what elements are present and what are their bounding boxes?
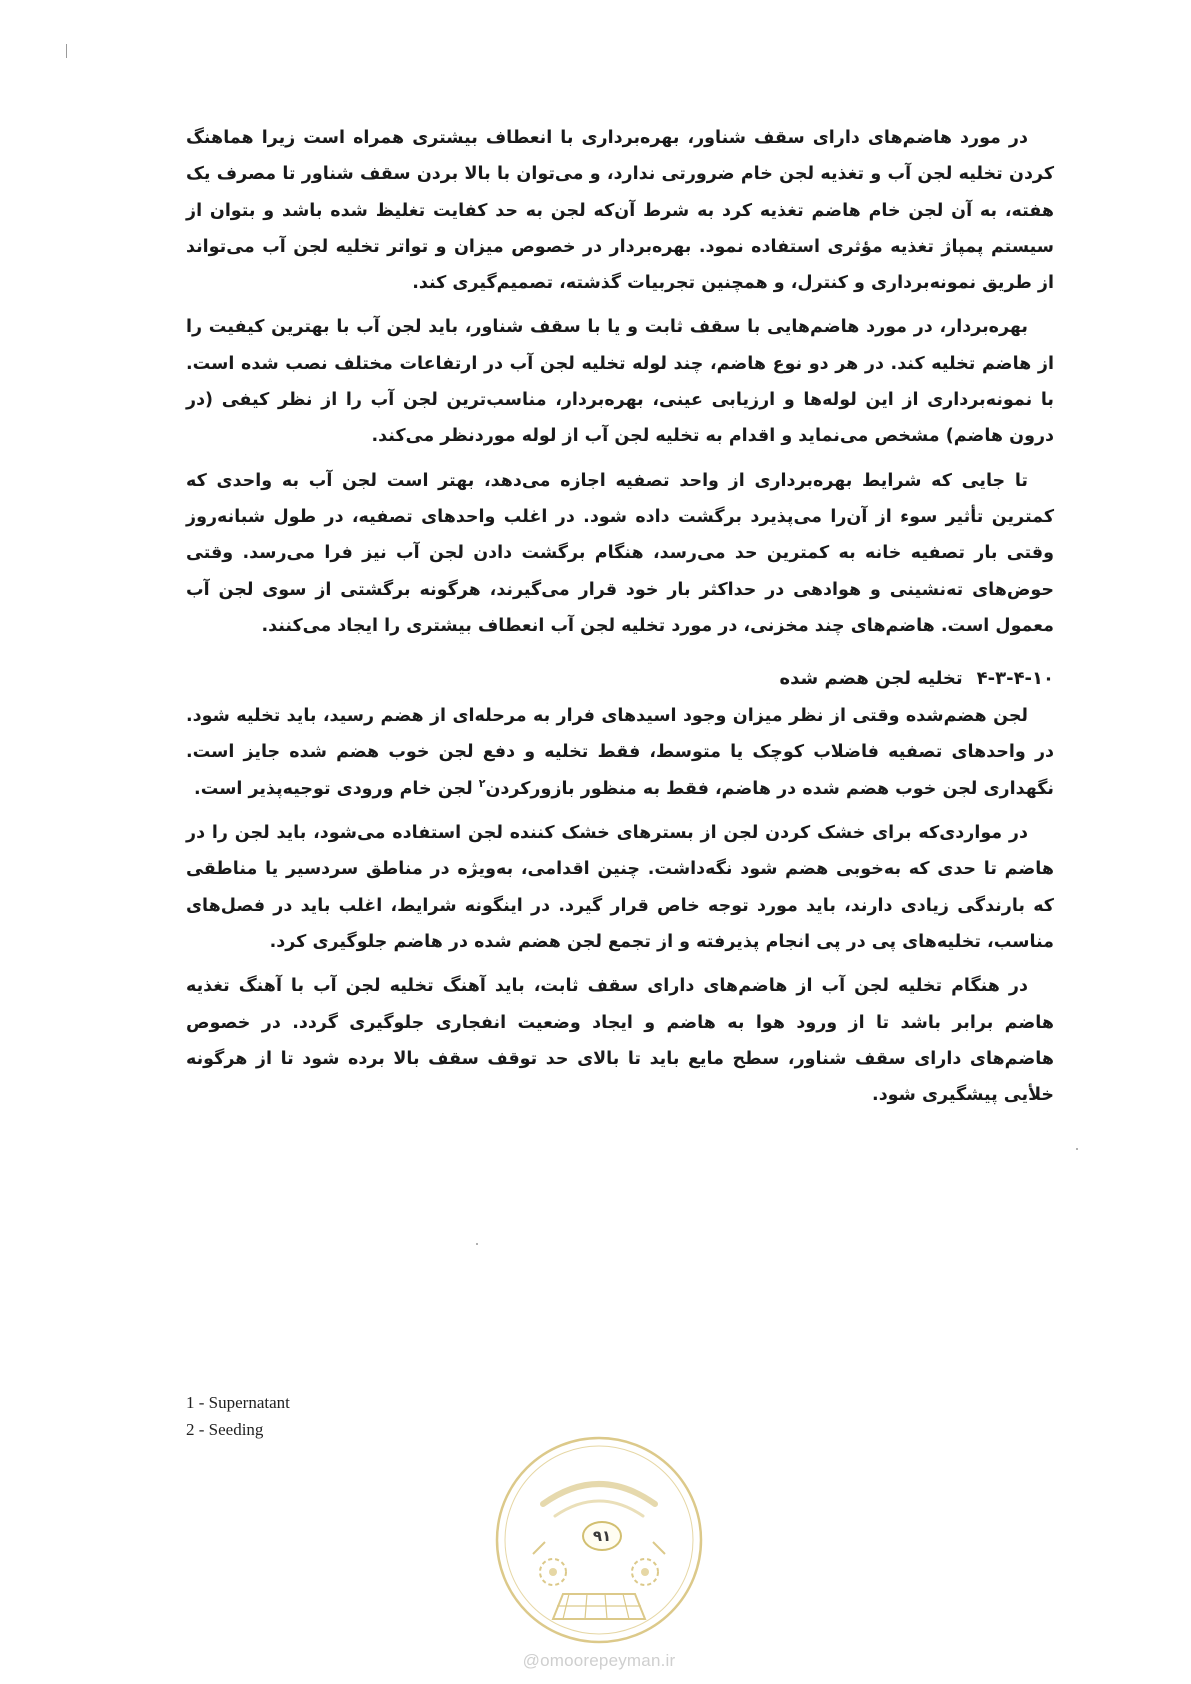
section-number: ۴-۳-۴-۱۰	[976, 668, 1054, 690]
page-number: ۹۱	[582, 1521, 622, 1551]
paragraph-fixed-roof-discharge: در هنگام تخلیه لجن آب از هاضم‌های دارای سقف ثابت، باید آهنگ تخلیه لجن آب با آهنگ تغذیه هاضم برابر باشد تا از ورود هوا به هاضم و ایجاد وضعیت انفجاری جلوگیری گردد. در خصوص هاضم‌های دارای سقف شناور، سطح مایع باید تا بالای حد توقف سقف بالا برده شود تا از هرگونه خلأیی پیشگیری شود.	[186, 976, 1054, 1106]
footnote-1: 1 - Supernatant	[186, 1393, 290, 1412]
footnotes	[186, 1389, 290, 1443]
footnote-ref-2: ۲	[478, 776, 486, 790]
paragraph-supernatant-quality: بهره‌بردار، در مورد هاضم‌هایی با سقف ثابت و یا با سقف شناور، باید لجن آب با بهترین کیفیت را از هاضم تخلیه کند. در هر دو نوع هاضم، چند لوله تخلیه لجن آب در ارتفاعات مختلف نصب شده است. با نمونه‌برداری از این لوله‌ها و ارزیابی عینی، بهره‌بردار، مناسب‌ترین لجن آب را از نظر کیفی (در درون هاضم) مشخص می‌نماید و اقدام به تخلیه لجن آب از لوله موردنظر می‌کند.	[186, 317, 1054, 447]
document-body	[186, 120, 1054, 1121]
paragraph-supernatant-return: تا جایی که شرایط بهره‌برداری از واحد تصفیه اجازه می‌دهد، بهتر است لجن آب به واحدی که کمترین تأثیر سوء از آن‌را می‌پذیرد برگشت داده شود. در اغلب واحدهای تصفیه، در طول شبانه‌روز وقتی بار تصفیه خانه به کمترین حد می‌رسد، هنگام برگشت دادن لجن آب نیز فرا می‌رسد. وقتی حوض‌های ته‌نشینی و هوادهی در حداکثر بار خود قرار می‌گیرند، هرگونه برگشتی از سوی لجن آب معمول است. هاضم‌های چند مخزنی، در مورد تخلیه لجن آب انعطاف بیشتری را ایجاد می‌کنند.	[186, 470, 1054, 636]
paragraph-text: لجن هضم‌شده وقتی از نظر میزان وجود اسیدهای فرار به مرحله‌ای از هضم رسید، باید تخلیه شود. در واحدهای تصفیه فاضلاب کوچک یا متوسط، فقط تخلیه و دفع لجن خوب هضم شده جایز است. نگهداری لجن خوب هضم شده در هاضم، فقط به منظور بازورکردن	[186, 706, 1054, 799]
paragraph-floating-roof: در مورد هاضم‌های دارای سقف شناور، بهره‌برداری با انعطاف بیشتری همراه است زیرا هماهنگ کردن تخلیه لجن آب و تغذیه لجن خام ضرورتی ندارد، و می‌توان با بالا بردن سقف شناور تا مصرف یک هفته، به آن لجن خام هاضم تغذیه کرد به شرط آن‌که لجن به حد کفایت تغلیظ شده باشد و بتوان از سیستم پمپاژ تغذیه مؤثری استفاده نمود. بهره‌بردار در خصوص میزان و تواتر تخلیه لجن آب می‌تواند از طریق نمونه‌برداری و کنترل، و همچنین تجربیات گذشته، تصمیم‌گیری کند.	[186, 128, 1054, 294]
paragraph-digested-sludge	[186, 698, 1054, 807]
scan-speck	[476, 1243, 478, 1245]
section-heading	[186, 662, 1054, 696]
paragraph-drying-beds: در مواردی‌که برای خشک کردن لجن از بسترهای خشک کننده لجن استفاده می‌شود، باید لجن را در هاضم تا حدی که به‌خوبی هضم شود نگه‌داشت. چنین اقدامی، به‌ویژه در مناطق سردسیر یا مناطقی که بارندگی زیادی دارند، باید مورد توجه خاص قرار گیرد. در اینگونه شرایط، اغلب باید در فصل‌های مناسب، تخلیه‌های پی در پی انجام پذیرفته و از تجمع لجن هضم شده در هاضم جلوگیری کرد.	[186, 823, 1054, 952]
watermark: @omoorepeyman.ir	[522, 1651, 676, 1670]
section-title: تخلیه لجن هضم شده	[779, 668, 963, 690]
page-margin-mark	[66, 44, 67, 58]
scan-speck	[1076, 1148, 1078, 1150]
paragraph-text: لجن خام ورودی توجیه‌پذیر است.	[194, 778, 479, 799]
footnote-2: 2 - Seeding	[186, 1420, 264, 1439]
